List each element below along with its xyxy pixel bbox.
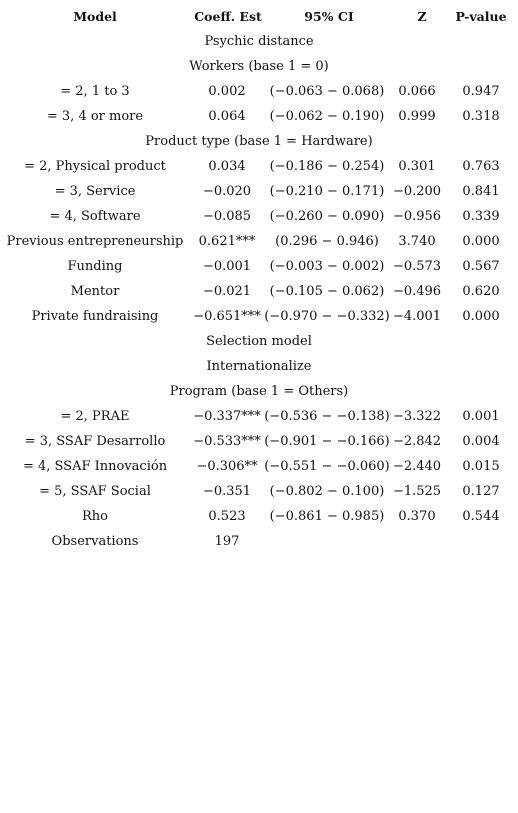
row-z: −2.842 [392, 434, 442, 449]
row-p: 0.841 [462, 184, 500, 199]
row-p: 0.339 [462, 209, 500, 224]
row-label: = 2, Physical product [24, 159, 166, 174]
row-ci: (−0.105 − 0.062) [269, 284, 385, 299]
row-label: Funding [67, 259, 123, 274]
row-ci: (−0.186 − 0.254) [269, 159, 385, 174]
row-coef: −0.337*** [193, 409, 261, 424]
table-row [0, 229, 518, 254]
table-row [0, 279, 518, 304]
row-z: 0.066 [398, 84, 436, 99]
row-ci: (−0.802 − 0.100) [269, 484, 385, 499]
row-z: −0.573 [392, 259, 442, 274]
row-z: −0.956 [392, 209, 442, 224]
section-row [0, 329, 518, 354]
row-z: 0.301 [398, 159, 436, 174]
row-label: Rho [82, 509, 108, 524]
row-label: = 4, Software [49, 209, 141, 224]
table-row [0, 529, 518, 554]
table-row [0, 79, 518, 104]
section-row [0, 29, 518, 54]
row-coef: −0.533*** [193, 434, 261, 449]
table-row [0, 104, 518, 129]
row-label: = 3, SSAF Desarrollo [24, 434, 166, 449]
row-coef: −0.085 [202, 209, 252, 224]
row-coef: −0.651*** [193, 309, 261, 324]
row-ci: (−0.536 − −0.138) [264, 409, 390, 424]
header-coef: Coeff. Est [194, 9, 262, 24]
row-label: Mentor [70, 284, 120, 299]
section-selection-model: Selection model [206, 334, 312, 349]
row-ci: (−0.210 − 0.171) [269, 184, 385, 199]
section-psychic-distance: Psychic distance [204, 34, 314, 49]
row-p: 0.567 [462, 259, 500, 274]
row-ci: (−0.861 − 0.985) [269, 509, 385, 524]
row-ci: (−0.551 − −0.060) [264, 459, 390, 474]
row-coef: 197 [214, 534, 240, 549]
section-row [0, 54, 518, 79]
table-row [0, 254, 518, 279]
row-ci: (−0.970 − −0.332) [264, 309, 390, 324]
header-p: P-value [455, 9, 507, 24]
row-p: 0.127 [462, 484, 500, 499]
row-label: = 2, 1 to 3 [60, 84, 130, 99]
row-ci: (−0.063 − 0.068) [269, 84, 385, 99]
row-coef: −0.306** [196, 459, 258, 474]
row-z: −0.496 [392, 284, 442, 299]
row-label: = 3, Service [54, 184, 136, 199]
header-z: Z [417, 9, 427, 24]
row-z: −4.001 [392, 309, 442, 324]
row-z: −2.440 [392, 459, 442, 474]
row-label: Previous entrepreneurship [6, 234, 184, 249]
row-ci: (−0.003 − 0.002) [269, 259, 385, 274]
row-p: 0.947 [462, 84, 500, 99]
row-ci: (−0.062 − 0.190) [269, 109, 385, 124]
section-row [0, 129, 518, 154]
row-z: −1.525 [392, 484, 442, 499]
row-p: 0.000 [462, 234, 500, 249]
row-coef: −0.020 [202, 184, 252, 199]
header-ci: 95% CI [304, 9, 354, 24]
table-header-row [0, 4, 518, 29]
regression-table [0, 4, 518, 554]
row-coef: 0.064 [208, 109, 246, 124]
row-label: = 3, 4 or more [46, 109, 144, 124]
row-p: 0.763 [462, 159, 500, 174]
row-z: 0.370 [398, 509, 436, 524]
table-row [0, 479, 518, 504]
section-product-type: Product type (base 1 = Hardware) [145, 134, 373, 149]
row-label: = 2, PRAE [60, 409, 130, 424]
row-coef: 0.034 [208, 159, 246, 174]
row-p: 0.004 [462, 434, 500, 449]
section-workers: Workers (base 1 = 0) [189, 59, 329, 74]
row-z: 0.999 [398, 109, 436, 124]
row-z: −0.200 [392, 184, 442, 199]
table-row [0, 404, 518, 429]
row-coef: 0.621*** [198, 234, 256, 249]
row-coef: 0.523 [208, 509, 246, 524]
table-row [0, 154, 518, 179]
table-row [0, 204, 518, 229]
row-coef: −0.351 [202, 484, 252, 499]
row-label: = 5, SSAF Social [39, 484, 151, 499]
row-z: 3.740 [398, 234, 436, 249]
table-row [0, 504, 518, 529]
section-internationalize: Internationalize [206, 359, 312, 374]
row-p: 0.544 [462, 509, 500, 524]
row-coef: 0.002 [208, 84, 246, 99]
section-row [0, 354, 518, 379]
table-row [0, 454, 518, 479]
row-label: Private fundraising [31, 309, 159, 324]
row-ci: (−0.260 − 0.090) [269, 209, 385, 224]
row-coef: −0.021 [202, 284, 252, 299]
table-row [0, 304, 518, 329]
row-p: 0.015 [462, 459, 500, 474]
row-label: = 4, SSAF Innovación [22, 459, 168, 474]
header-model: Model [73, 9, 117, 24]
row-coef: −0.001 [202, 259, 252, 274]
table-row [0, 179, 518, 204]
row-p: 0.000 [462, 309, 500, 324]
row-p: 0.001 [462, 409, 500, 424]
row-ci: (−0.901 − −0.166) [264, 434, 390, 449]
table-row [0, 429, 518, 454]
row-z: −3.322 [392, 409, 442, 424]
row-p: 0.620 [462, 284, 500, 299]
row-p: 0.318 [462, 109, 500, 124]
section-row [0, 379, 518, 404]
section-program: Program (base 1 = Others) [169, 384, 349, 399]
row-ci: (0.296 − 0.946) [275, 234, 379, 249]
row-label: Observations [51, 534, 139, 549]
